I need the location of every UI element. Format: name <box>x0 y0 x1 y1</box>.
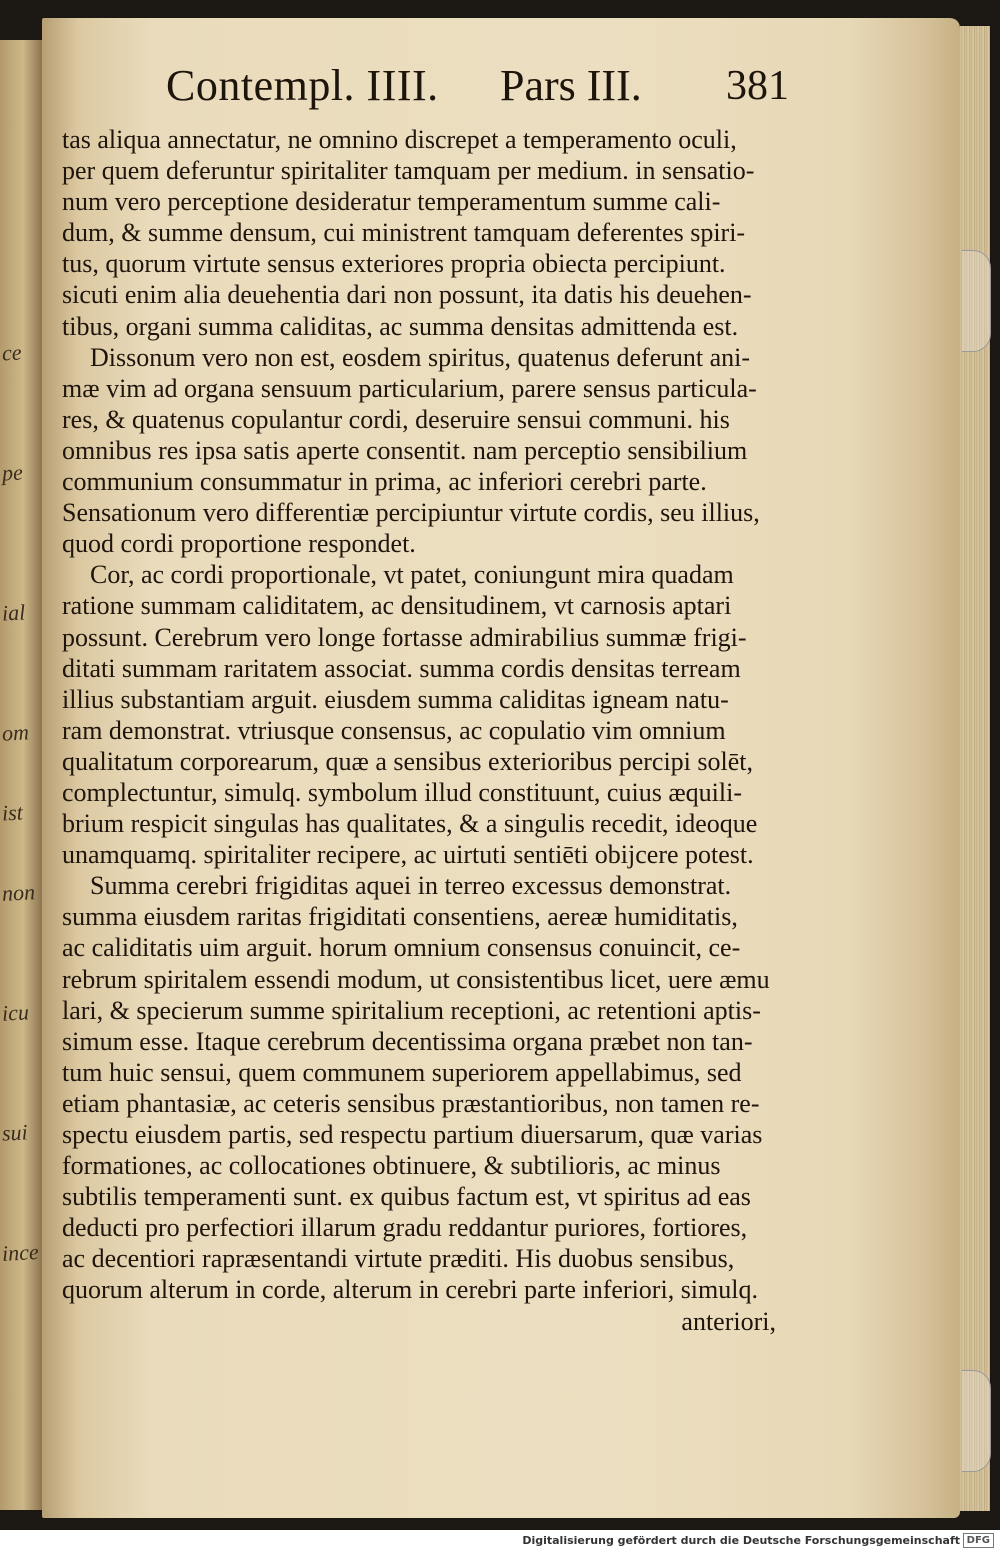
footer-credit: Digitalisierung gefördert durch die Deutsche Forschungsgemeinschaft <box>522 1534 960 1547</box>
page-edges <box>960 26 990 1511</box>
text-line: omnibus res ipsa satis aperte consentit. nam perceptio sensibilium <box>62 435 748 465</box>
dfg-logo: DFG <box>963 1533 994 1548</box>
text-line: Sensationum vero differentiæ percipiuntur virtute cordis, seu illius, <box>62 498 760 528</box>
text-line: lari, & specierum summe spiritalium receptioni, ac retentioni aptis- <box>62 995 761 1025</box>
text-line: quorum alterum in corde, alterum in cerebri parte inferiori, simulq. <box>62 1275 758 1305</box>
text-line: illius substantiam arguit. eiusdem summa caliditas igneam natu- <box>62 684 729 714</box>
text-line: spectu eiusdem partis, sed respectu partium diuersarum, quæ varias <box>62 1120 763 1149</box>
text-line: unamquamq. spiritaliter recipere, ac uirtuti sentiēti obijcere potest. <box>62 840 754 870</box>
text-line: formationes, ac collocationes obtinuere, & subtilioris, ac minus <box>62 1151 721 1181</box>
text-line: complectuntur, simulq. symbolum illud constituunt, cuius æquili- <box>62 777 742 807</box>
text-line: ac decentiori rapræsentandi virtute præditi. His duobus sensibus, <box>62 1244 735 1274</box>
text-line: rebrum spiritalem essendi modum, ut consistentibus licet, uere æmu <box>62 964 770 994</box>
text-line: possunt. Cerebrum vero longe fortasse admirabilius summæ frigi- <box>62 622 747 652</box>
page-number: 381 <box>726 63 789 109</box>
text-line: brium respicit singulas has qualitates, & a singulis recedit, ideoque <box>62 809 758 839</box>
text-line: Summa cerebri frigiditas aquei in terreo excessus demonstrat. <box>90 871 732 901</box>
text-line: ram demonstrat. vtriusque consensus, ac copulatio vim omnium <box>62 715 726 745</box>
running-head-title: Contempl. IIII. <box>166 61 439 110</box>
text-line: deducti pro perfectiori illarum gradu reddantur puriores, fortiores, <box>62 1213 748 1243</box>
previous-page-edge: ce pe ial om ist non icu sui ince <box>0 40 42 1510</box>
text-line: simum esse. Itaque cerebrum decentissima organa præbet non tan- <box>62 1026 753 1056</box>
text-line: tus, quorum virtute sensus exteriores propria obiecta percipiunt. <box>62 249 726 279</box>
text-line: tum huic sensui, quem communem superiorem appellabimus, sed <box>62 1057 742 1087</box>
text-line: tibus, organi summa caliditas, ac summa densitas admittenda est. <box>62 311 739 341</box>
text-line: num vero perceptione desideratur temperamentum summe cali- <box>62 187 721 217</box>
catchword: anteriori, <box>681 1306 776 1336</box>
body-text <box>62 124 808 1337</box>
text-line: ditati summam raritatem associat. summa cordis densitas terream <box>62 653 741 683</box>
text-line: summa eiusdem raritas frigiditati consentiens, aereæ humiditatis, <box>62 902 738 932</box>
page-clip <box>962 250 991 352</box>
text-line: etiam phantasiæ, ac ceteris sensibus præstantioribus, non tamen re- <box>62 1088 760 1118</box>
text-line: per quem deferuntur spiritaliter tamquam per medium. in sensatio- <box>62 156 755 186</box>
text-line: sicuti enim alia deuehentia dari non possunt, ita datis his deuehen- <box>62 280 752 310</box>
text-line: subtilis temperamenti sunt. ex quibus factum est, vt spiritus ad eas <box>62 1182 751 1212</box>
text-line: qualitatum corporearum, quæ a sensibus exterioribus percipi solēt, <box>62 746 753 776</box>
text-line: quod cordi proportione respondet. <box>62 529 416 559</box>
text-line: Cor, ac cordi proportionale, vt patet, coniungunt mira quadam <box>90 560 734 590</box>
text-line: res, & quatenus copulantur cordi, deseruire sensui communi. his <box>62 404 730 434</box>
text-line: dum, & summe densum, cui ministrent tamquam deferentes spiri- <box>62 218 746 248</box>
text-line: Dissonum vero non est, eosdem spiritus, quatenus deferunt ani- <box>90 342 750 372</box>
text-line: ratione summam caliditatem, ac densitudinem, vt carnosis aptari <box>62 591 732 621</box>
text-line: ac caliditatis uim arguit. horum omnium consensus conuincit, ce- <box>62 933 741 963</box>
text-line: tas aliqua annectatur, ne omnino discrepet a temperamento oculi, <box>62 125 737 154</box>
page-clip <box>962 1370 991 1472</box>
text-line: communium consummatur in prima, ac inferiori cerebri parte. <box>62 467 707 497</box>
running-head-part: Pars III. <box>500 61 642 110</box>
text-line: mæ vim ad organa sensuum particularium, parere sensus particula- <box>62 373 757 403</box>
